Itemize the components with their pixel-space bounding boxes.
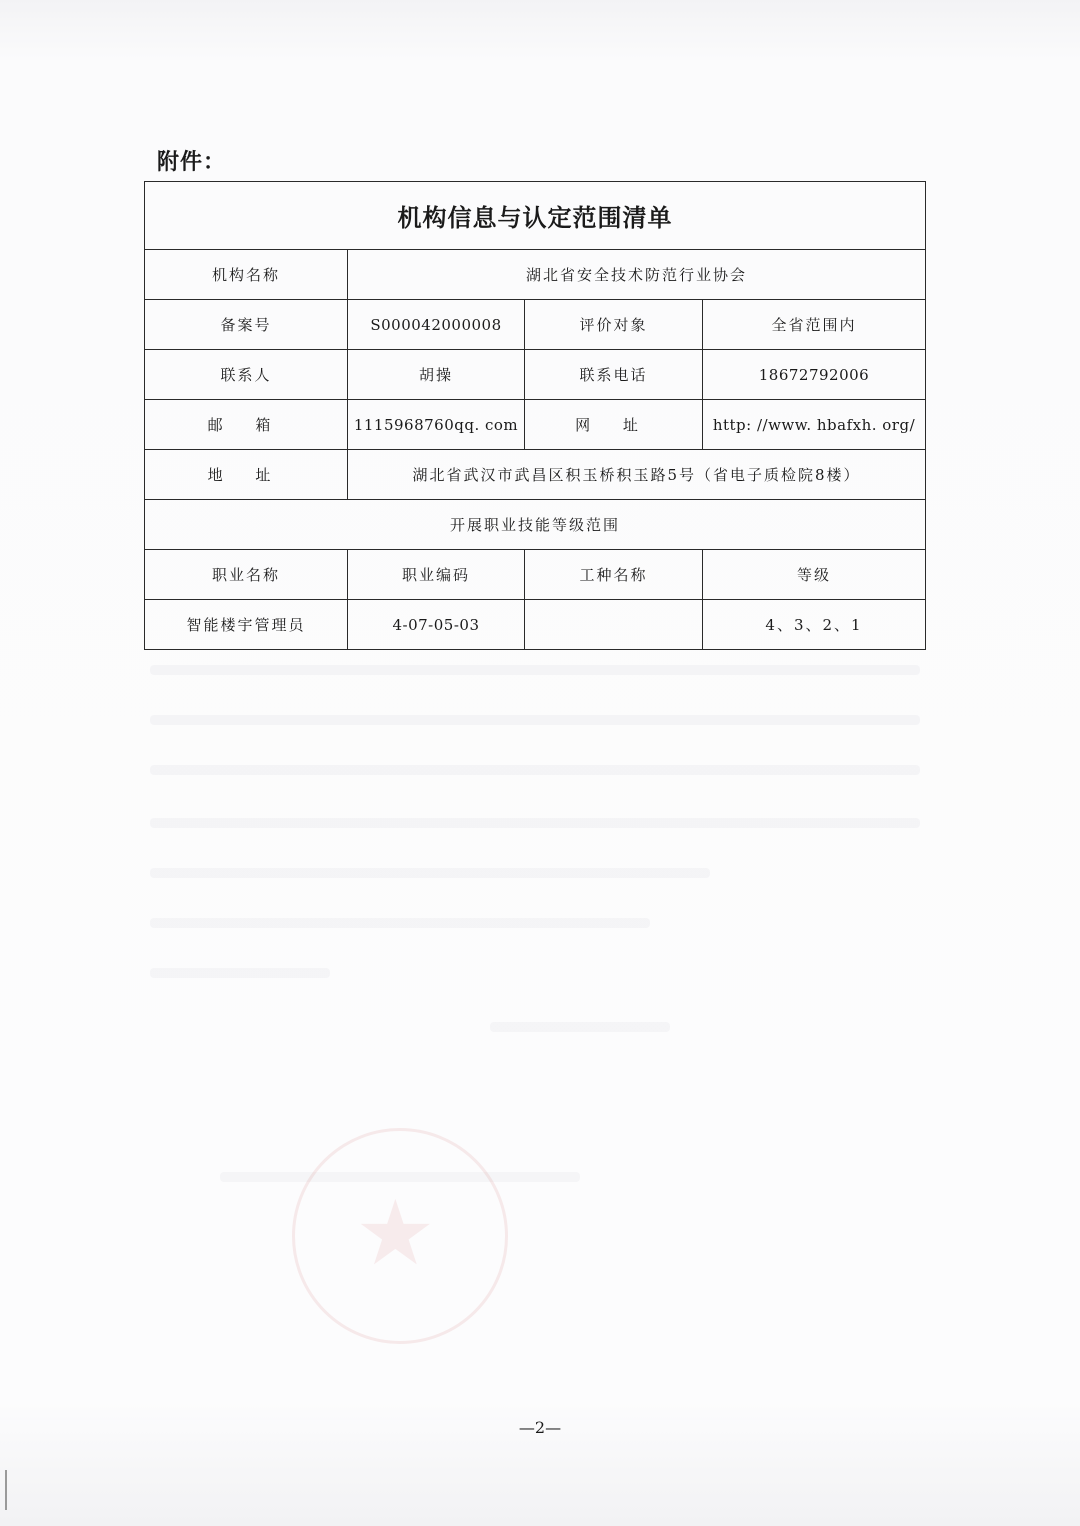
table-row [145,400,926,450]
table-title-row [145,182,926,250]
contact-label: 联系人 [145,350,348,400]
table-row [145,250,926,300]
bleed-through-text [490,1022,670,1032]
col-code-header: 职业编码 [348,550,525,600]
col-work-type-header: 工种名称 [525,550,703,600]
org-info-table [144,181,926,650]
table-row [145,500,926,550]
table-row [145,600,926,650]
record-no-value: S000042000008 [348,300,525,350]
bleed-through-text [150,765,920,775]
scope-heading: 开展职业技能等级范围 [145,500,926,550]
bleed-through-text [150,665,920,675]
phone-value: 18672792006 [703,350,926,400]
table-row [145,300,926,350]
eval-target-value: 全省范围内 [703,300,926,350]
phone-label: 联系电话 [525,350,703,400]
scan-edge-mark [5,1470,7,1510]
bleed-through-text [150,868,710,878]
org-name-value: 湖北省安全技术防范行业协会 [348,250,926,300]
bleed-through-text [150,918,650,928]
code-cell: 4-07-05-03 [348,600,525,650]
bleed-through-text [150,968,330,978]
contact-value: 胡操 [348,350,525,400]
table-row [145,450,926,500]
seal-star-icon: ★ [355,1181,436,1286]
email-value: 1115968760qq. com [348,400,525,450]
table-row [145,350,926,400]
address-label: 地 址 [145,450,348,500]
record-no-label: 备案号 [145,300,348,350]
page-number: —2— [518,1418,562,1437]
address-value: 湖北省武汉市武昌区积玉桥积玉路5号（省电子质检院8楼） [348,450,926,500]
table-header-row [145,550,926,600]
bleed-through-text [150,715,920,725]
work-type-cell [525,600,703,650]
org-name-label: 机构名称 [145,250,348,300]
col-occupation-header: 职业名称 [145,550,348,600]
faded-seal [292,1128,508,1344]
website-value: http: //www. hbafxh. org/ [703,400,926,450]
eval-target-label: 评价对象 [525,300,703,350]
bleed-through-text [150,818,920,828]
occupation-cell: 智能楼宇管理员 [145,600,348,650]
website-label: 网 址 [525,400,703,450]
col-level-header: 等级 [703,550,926,600]
level-cell: 4、3、2、1 [703,600,926,650]
email-label: 邮 箱 [145,400,348,450]
table-title: 机构信息与认定范围清单 [145,182,926,250]
attachment-label: 附件： [157,150,227,175]
